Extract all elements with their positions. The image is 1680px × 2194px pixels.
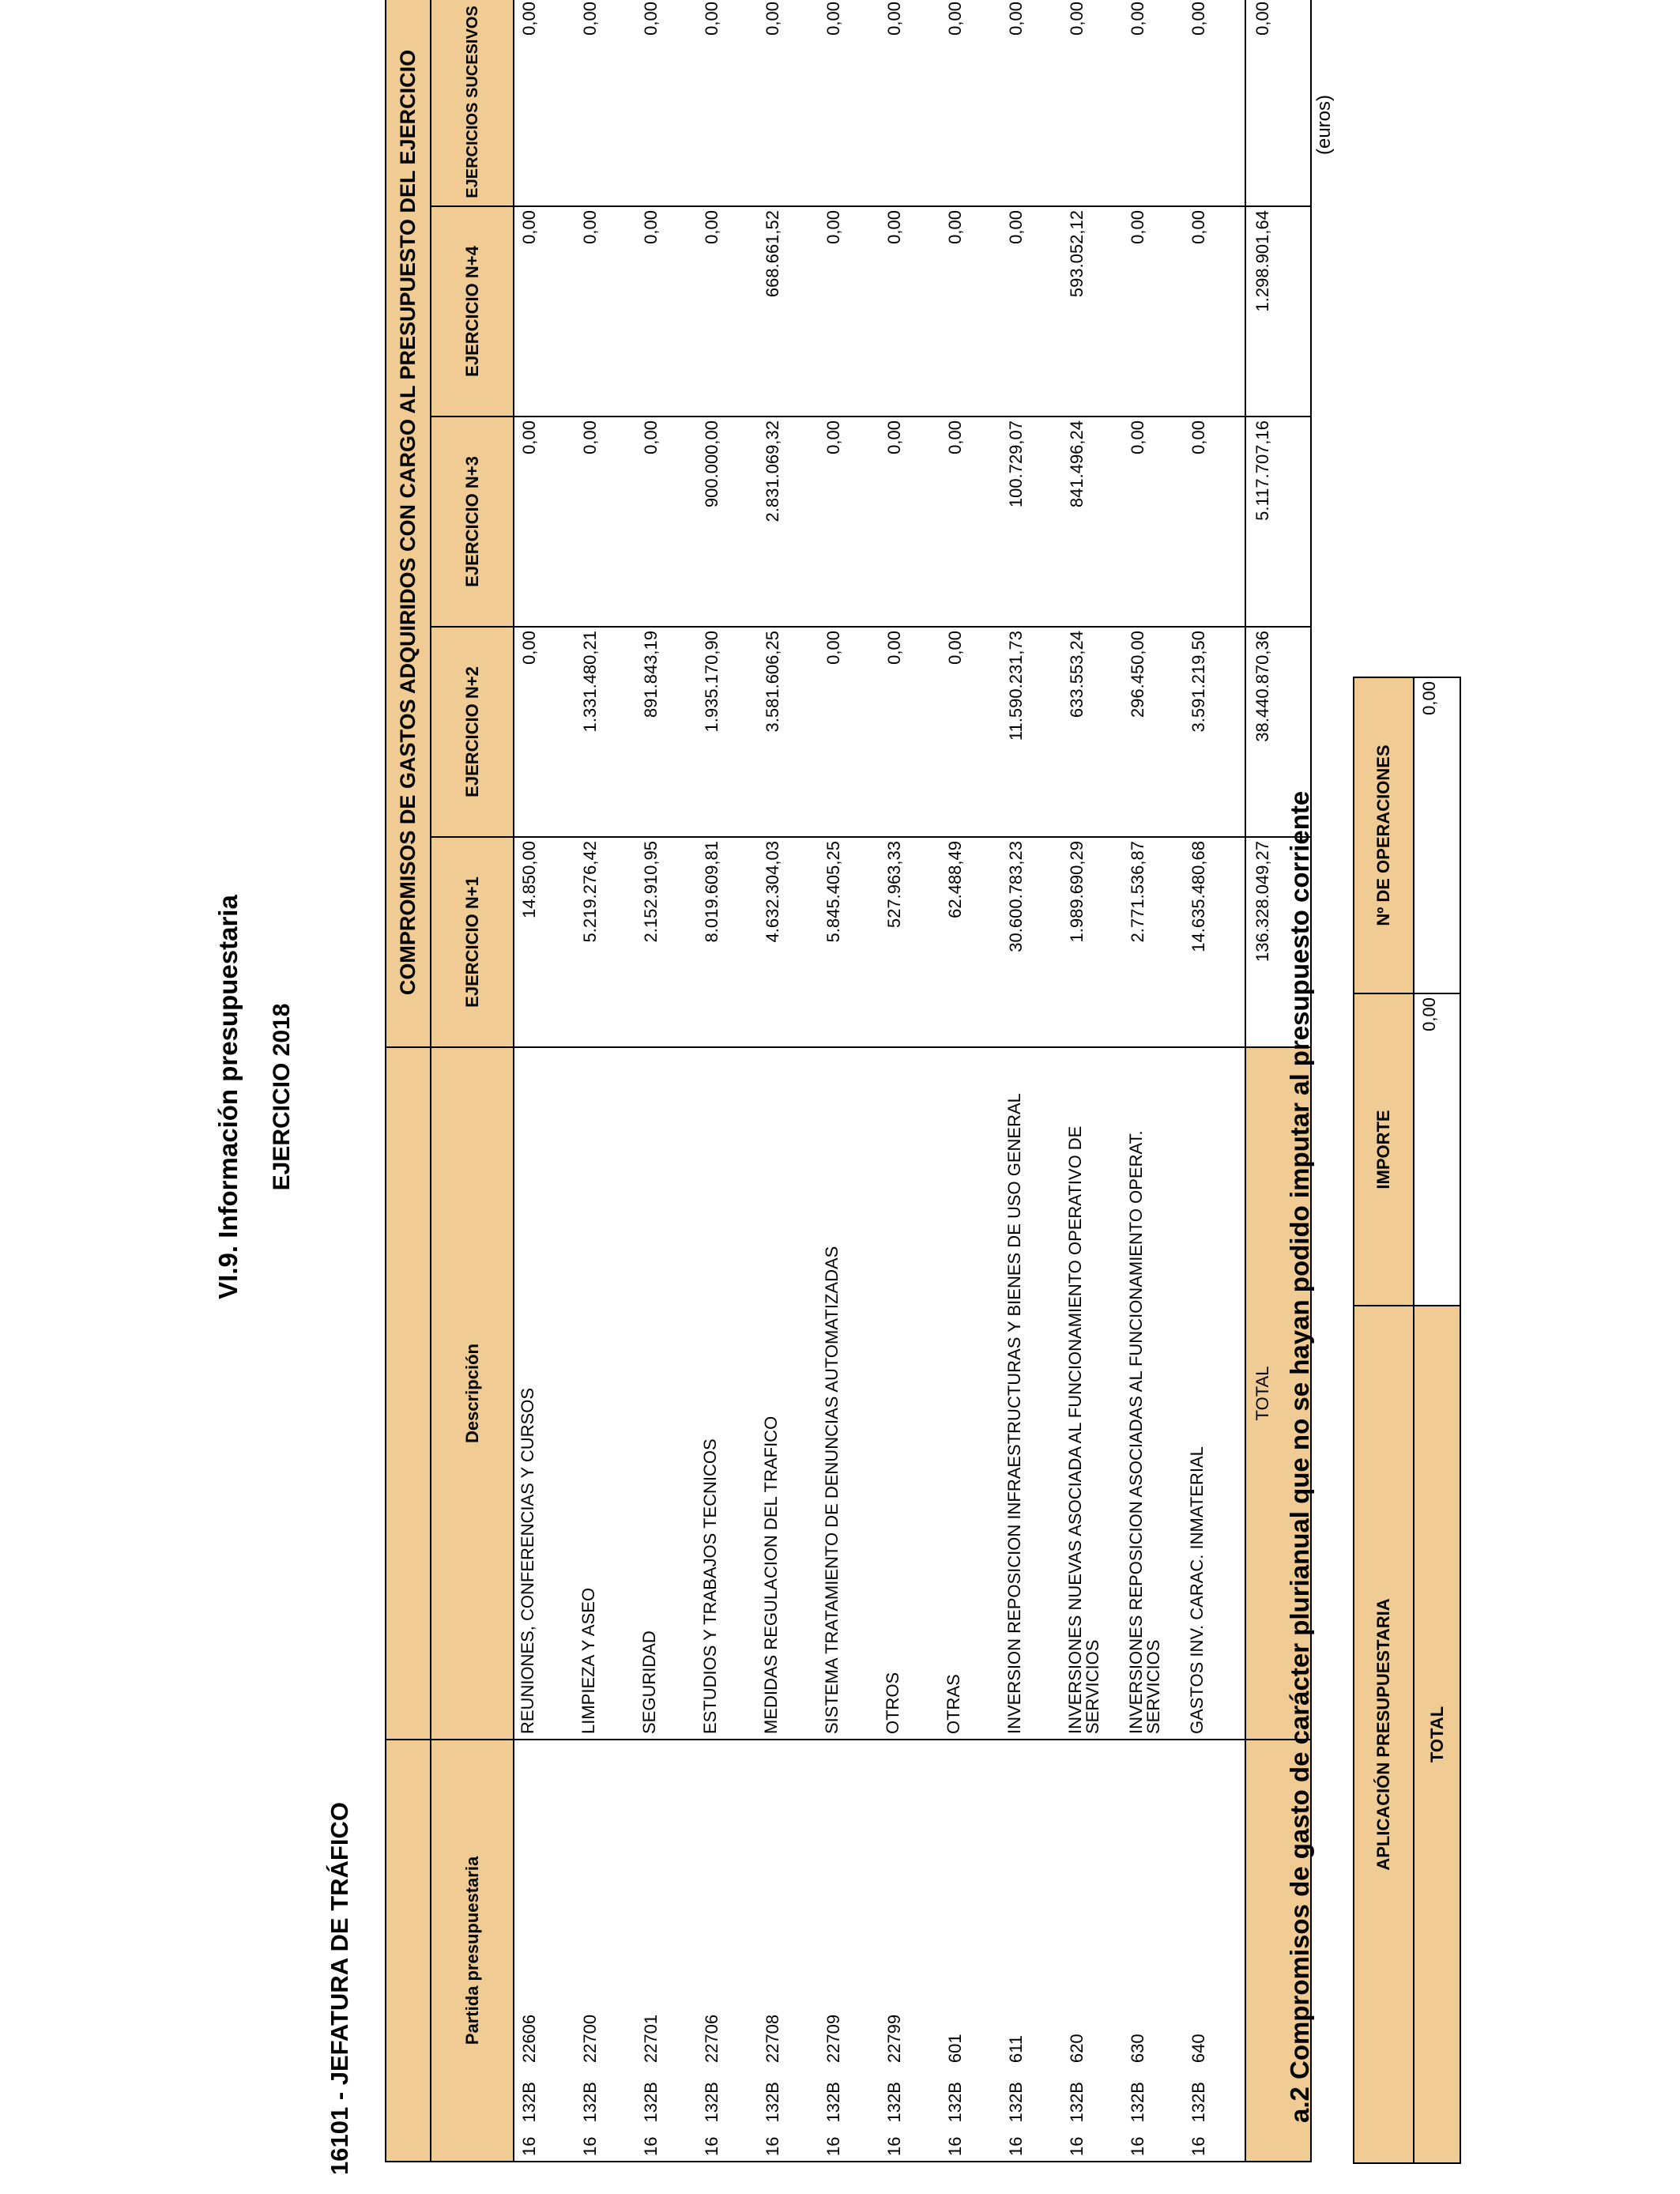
partida-concepto: 22606 [519, 2014, 539, 2064]
partida-organico: 16 [1067, 2136, 1087, 2156]
ejercicio-n3-cell: 0,00 [880, 417, 940, 627]
fiscal-year: EJERCICIO 2018 [269, 1003, 295, 1191]
ejercicio-n1-cell: 5.845.405,25 [819, 837, 880, 1047]
partida-concepto: 630 [1128, 2034, 1147, 2064]
ejercicio-n2-cell: 0,00 [940, 627, 1001, 837]
partida-concepto: 22799 [884, 2014, 904, 2064]
header-importe: IMPORTE [1354, 993, 1414, 1306]
ejercicio-n3-cell: 0,00 [575, 417, 636, 627]
partida-concepto: 620 [1067, 2034, 1087, 2064]
ejercicio-n1-cell: 527.963,33 [880, 837, 940, 1047]
partida-organico: 16 [1006, 2136, 1026, 2156]
ejercicio-n1-cell: 1.989.690,29 [1062, 837, 1123, 1047]
section-a2-total-row [1414, 677, 1460, 2163]
page-title: VI.9. Información presupuestaria [213, 895, 243, 1299]
partida-cell [697, 1740, 758, 2162]
ejercicio-n3-cell: 2.831.069,32 [758, 417, 819, 627]
header-ejercicio-n4: EJERCICIO N+4 [431, 206, 514, 417]
ejercicio-n2-cell: 1.935.170,90 [697, 627, 758, 837]
entity-heading: 16101 - JEFATURA DE TRÁFICO [326, 1802, 353, 2175]
ejercicios-sucesivos-cell: 0,00 [697, 0, 758, 206]
ejercicio-n3-cell: 0,00 [819, 417, 880, 627]
partida-organico: 16 [641, 2136, 661, 2156]
descripcion-cell: GASTOS INV. CARAC. INMATERIAL [1184, 1047, 1245, 1740]
ejercicio-n1-cell: 62.488,49 [940, 837, 1001, 1047]
ejercicio-n2-cell: 0,00 [514, 627, 575, 837]
descripcion-cell: INVERSION REPOSICION INFRAESTRUCTURAS Y BIENES DE USO GENERAL [1001, 1047, 1062, 1740]
partida-cell [940, 1740, 1001, 2162]
ejercicios-sucesivos-cell: 0,00 [1062, 0, 1123, 206]
partida-organico: 16 [823, 2136, 843, 2156]
partida-programa: 132B [1006, 2082, 1026, 2123]
table-row [940, 0, 1001, 2162]
partida-cell [1123, 1740, 1184, 2162]
header-descripcion: Descripción [431, 1047, 514, 1740]
table-row [880, 0, 940, 2162]
ejercicio-n1-cell: 2.152.910,95 [636, 837, 697, 1047]
partida-cell [880, 1740, 940, 2162]
table-row [1062, 0, 1123, 2162]
table-row [819, 0, 880, 2162]
ejercicios-sucesivos-cell: 0,00 [819, 0, 880, 206]
ejercicio-n3-cell: 100.729,07 [1001, 417, 1062, 627]
ejercicio-n1-cell: 4.632.304,03 [758, 837, 819, 1047]
total-ejercicio-n1: 136.328.049,27 [1245, 837, 1311, 1047]
partida-programa: 132B [641, 2082, 661, 2123]
ejercicio-n2-cell: 1.331.480,21 [575, 627, 636, 837]
total-label: TOTAL [1245, 1047, 1311, 1740]
partida-programa: 132B [702, 2082, 721, 2123]
ejercicios-sucesivos-cell: 0,00 [1184, 0, 1245, 206]
descripcion-cell: MEDIDAS REGULACION DEL TRAFICO [758, 1047, 819, 1740]
header-ejercicio-n2: EJERCICIO N+2 [431, 627, 514, 837]
ejercicio-n4-cell: 0,00 [575, 206, 636, 417]
ejercicio-n4-cell: 0,00 [1184, 206, 1245, 417]
ejercicios-sucesivos-cell: 0,00 [880, 0, 940, 206]
header-blank-descripcion [386, 1047, 431, 1740]
partida-concepto: 22708 [763, 2014, 782, 2064]
table-row [575, 0, 636, 2162]
section-a2-total-operaciones: 0,00 [1414, 677, 1460, 993]
ejercicio-n3-cell: 900.000,00 [697, 417, 758, 627]
partida-programa: 132B [823, 2082, 843, 2123]
header-numero-operaciones: Nº DE OPERACIONES [1354, 677, 1414, 993]
ejercicio-n2-cell: 296.450,00 [1123, 627, 1184, 837]
ejercicio-n4-cell: 668.661,52 [758, 206, 819, 417]
descripcion-cell: LIMPIEZA Y ASEO [575, 1047, 636, 1740]
ejercicio-n1-cell: 14.635.480,68 [1184, 837, 1245, 1047]
section-a2-title: a.2 Compromisos de gasto de carácter plurianual que no se hayan podido imputar al presupuesto corriente [1285, 790, 1314, 2123]
total-ejercicio-n2: 38.440.870,36 [1245, 627, 1311, 837]
partida-concepto: 22701 [641, 2014, 661, 2064]
partida-cell [636, 1740, 697, 2162]
ejercicio-n2-cell: 11.590.231,73 [1001, 627, 1062, 837]
header-ejercicio-n3: EJERCICIO N+3 [431, 417, 514, 627]
partida-programa: 132B [1067, 2082, 1087, 2123]
partida-programa: 132B [1188, 2082, 1208, 2123]
partida-organico: 16 [763, 2136, 782, 2156]
ejercicio-n3-cell: 841.496,24 [1062, 417, 1123, 627]
total-ejercicio-n4: 1.298.901,64 [1245, 206, 1311, 417]
ejercicio-n2-cell: 3.591.219,50 [1184, 627, 1245, 837]
descripcion-cell: SEGURIDAD [636, 1047, 697, 1740]
ejercicio-n1-cell: 2.771.536,87 [1123, 837, 1184, 1047]
total-ejercicios-sucesivos: 0,00 [1245, 0, 1311, 206]
descripcion-cell: OTROS [880, 1047, 940, 1740]
partida-organico: 16 [1188, 2136, 1208, 2156]
partida-concepto: 601 [945, 2034, 965, 2064]
partida-cell [819, 1740, 880, 2162]
section-a2-table [1353, 677, 1461, 2164]
descripcion-cell: REUNIONES, CONFERENCIAS Y CURSOS [514, 1047, 575, 1740]
partida-concepto: 611 [1006, 2035, 1026, 2064]
ejercicio-n3-cell: 0,00 [1184, 417, 1245, 627]
ejercicios-sucesivos-cell: 0,00 [514, 0, 575, 206]
partida-programa: 132B [945, 2082, 965, 2123]
partida-organico: 16 [580, 2136, 600, 2156]
ejercicio-n4-cell: 0,00 [819, 206, 880, 417]
descripcion-cell: SISTEMA TRATAMIENTO DE DENUNCIAS AUTOMATIZADAS [819, 1047, 880, 1740]
ejercicio-n2-cell: 633.553,24 [1062, 627, 1123, 837]
partida-programa: 132B [884, 2082, 904, 2123]
partida-concepto: 22709 [823, 2014, 843, 2064]
partida-cell [514, 1740, 575, 2162]
header-blank-partida [386, 1740, 431, 2162]
descripcion-cell: ESTUDIOS Y TRABAJOS TECNICOS [697, 1047, 758, 1740]
table-row [1001, 0, 1062, 2162]
header-group-compromisos: COMPROMISOS DE GASTOS ADQUIRIDOS CON CARGO AL PRESUPUESTO DEL EJERCICIO [386, 0, 431, 1047]
descripcion-cell: OTRAS [940, 1047, 1001, 1740]
ejercicio-n2-cell: 0,00 [819, 627, 880, 837]
ejercicio-n4-cell: 0,00 [1123, 206, 1184, 417]
table-row [636, 0, 697, 2162]
ejercicios-sucesivos-cell: 0,00 [1123, 0, 1184, 206]
partida-cell [1001, 1740, 1062, 2162]
ejercicio-n3-cell: 0,00 [636, 417, 697, 627]
descripcion-cell: INVERSIONES NUEVAS ASOCIADA AL FUNCIONAMIENTO OPERATIVO DE SERVICIOS [1062, 1047, 1123, 1740]
table-header-group-row [386, 0, 431, 2162]
partida-organico: 16 [1128, 2136, 1147, 2156]
table-row [758, 0, 819, 2162]
ejercicio-n4-cell: 0,00 [880, 206, 940, 417]
ejercicios-sucesivos-cell: 0,00 [758, 0, 819, 206]
ejercicio-n4-cell: 0,00 [1001, 206, 1062, 417]
ejercicio-n3-cell: 0,00 [1123, 417, 1184, 627]
partida-organico: 16 [945, 2136, 965, 2156]
table-row [1123, 0, 1184, 2162]
ejercicio-n3-cell: 0,00 [940, 417, 1001, 627]
ejercicio-n2-cell: 891.843,19 [636, 627, 697, 837]
partida-organico: 16 [519, 2136, 539, 2156]
partida-concepto: 22706 [702, 2014, 721, 2064]
commitments-table [385, 0, 1312, 2162]
descripcion-cell: INVERSIONES REPOSICION ASOCIADAS AL FUNCIONAMIENTO OPERAT. SERVICIOS [1123, 1047, 1184, 1740]
ejercicios-sucesivos-cell: 0,00 [1001, 0, 1062, 206]
partida-concepto: 640 [1188, 2034, 1208, 2064]
header-aplicacion-presupuestaria: APLICACIÓN PRESUPUESTARIA [1354, 1306, 1414, 2163]
partida-organico: 16 [884, 2136, 904, 2156]
ejercicio-n3-cell: 0,00 [514, 417, 575, 627]
total-ejercicio-n3: 5.117.707,16 [1245, 417, 1311, 627]
section-a2-total-importe: 0,00 [1414, 993, 1460, 1306]
ejercicio-n1-cell: 5.219.276,42 [575, 837, 636, 1047]
ejercicio-n1-cell: 14.850,00 [514, 837, 575, 1047]
ejercicios-sucesivos-cell: 0,00 [575, 0, 636, 206]
table-row [697, 0, 758, 2162]
table-row [514, 0, 575, 2162]
ejercicio-n1-cell: 8.019.609,81 [697, 837, 758, 1047]
partida-cell [758, 1740, 819, 2162]
ejercicio-n4-cell: 0,00 [636, 206, 697, 417]
header-ejercicios-sucesivos: EJERCICIOS SUCESIVOS [431, 0, 514, 206]
partida-programa: 132B [580, 2082, 600, 2123]
partida-cell [575, 1740, 636, 2162]
header-partida: Partida presupuestaria [431, 1740, 514, 2162]
table-header-row [431, 0, 514, 2162]
header-ejercicio-n1: EJERCICIO N+1 [431, 837, 514, 1047]
ejercicio-n1-cell: 30.600.783,23 [1001, 837, 1062, 1047]
ejercicio-n2-cell: 0,00 [880, 627, 940, 837]
partida-concepto: 22700 [580, 2014, 600, 2064]
ejercicio-n4-cell: 0,00 [514, 206, 575, 417]
table-row [1184, 0, 1245, 2162]
partida-cell [1062, 1740, 1123, 2162]
section-a2-header-row [1354, 677, 1414, 2163]
ejercicio-n4-cell: 593.052,12 [1062, 206, 1123, 417]
ejercicio-n4-cell: 0,00 [697, 206, 758, 417]
units-label: (euros) [1313, 94, 1335, 155]
partida-programa: 132B [1128, 2082, 1147, 2123]
partida-programa: 132B [763, 2082, 782, 2123]
ejercicios-sucesivos-cell: 0,00 [940, 0, 1001, 206]
section-a2-total-label: TOTAL [1414, 1306, 1460, 2163]
partida-cell [1184, 1740, 1245, 2162]
partida-programa: 132B [519, 2082, 539, 2123]
partida-organico: 16 [702, 2136, 721, 2156]
ejercicio-n4-cell: 0,00 [940, 206, 1001, 417]
ejercicios-sucesivos-cell: 0,00 [636, 0, 697, 206]
ejercicio-n2-cell: 3.581.606,25 [758, 627, 819, 837]
